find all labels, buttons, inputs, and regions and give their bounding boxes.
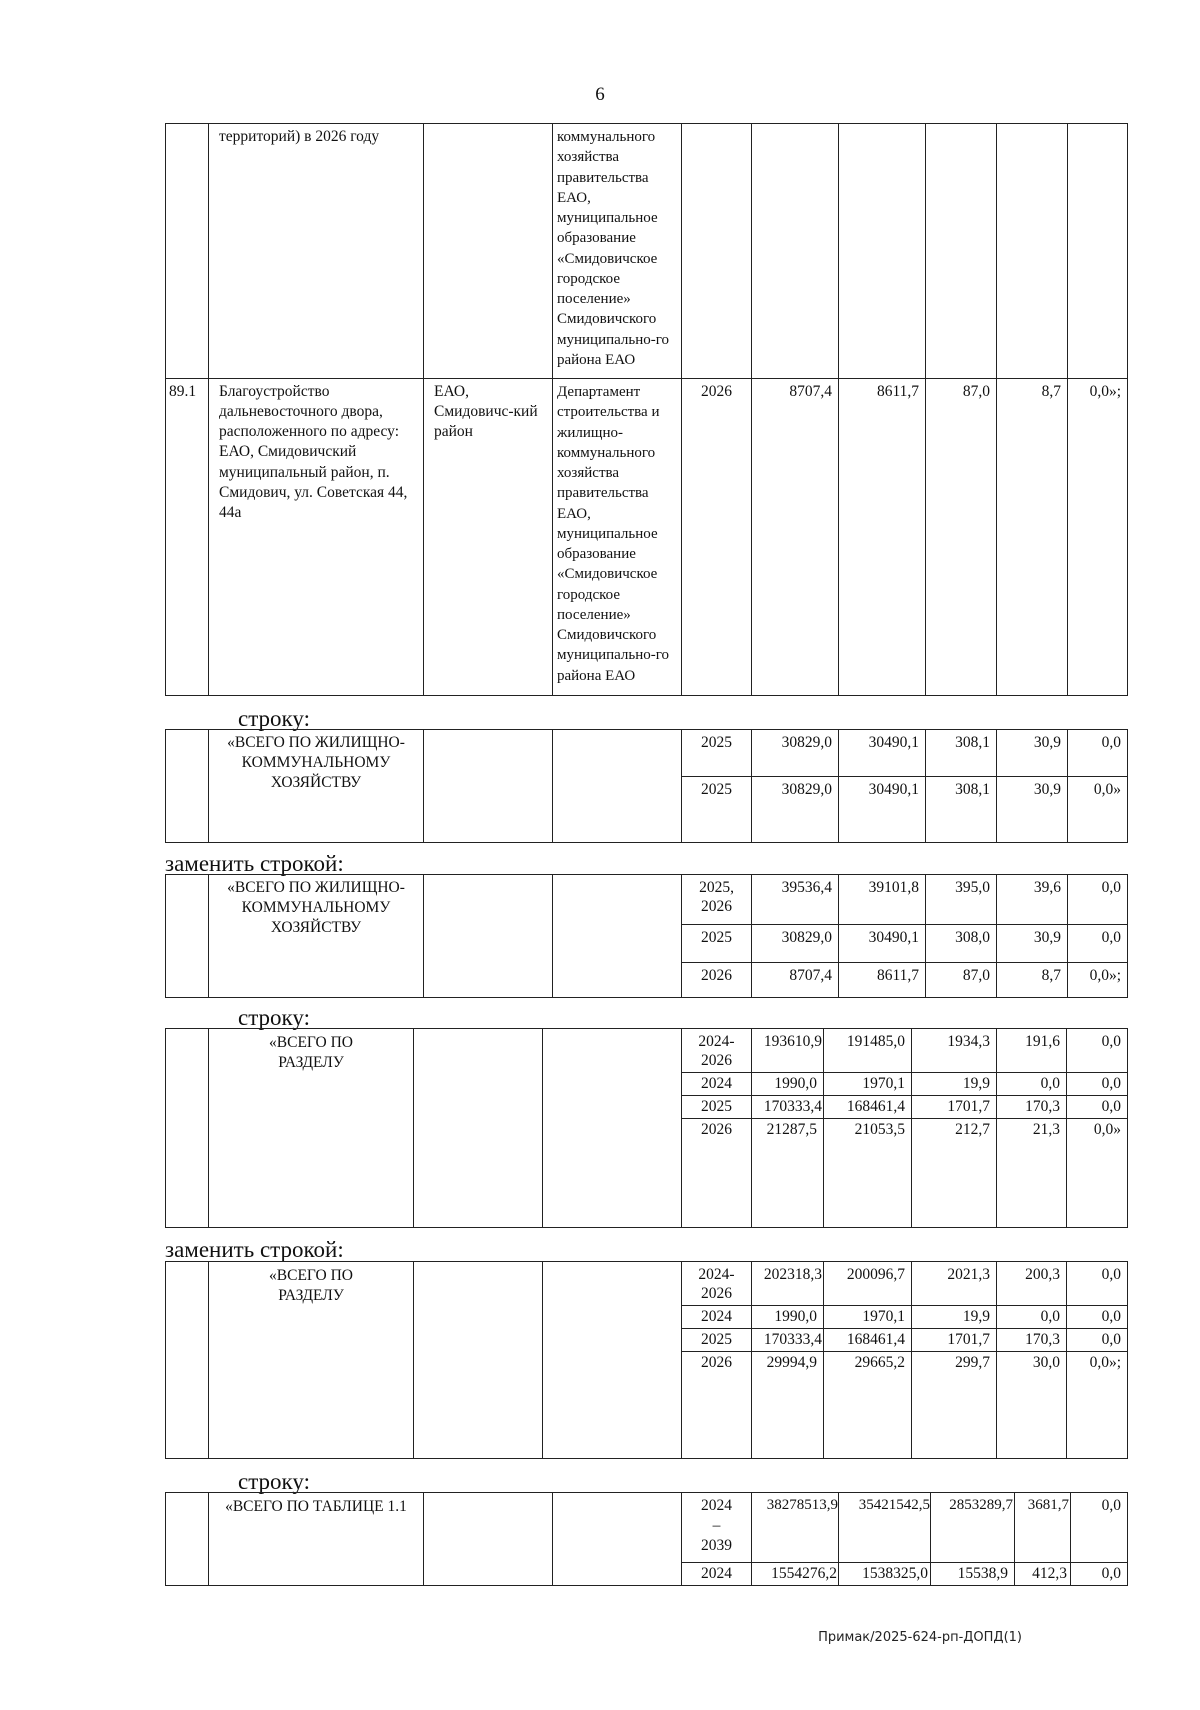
table-total — [165, 1492, 1128, 1586]
value-total: 30829,0 — [752, 730, 839, 777]
responsible-department: Департамент строительства и жилищно-коммунального хозяйства правительства ЕАО, муниципальное образование «Смидовичское городское поселение» Смидовичского муниципально-го района ЕАО — [553, 379, 682, 696]
value-federal: 21053,5 — [824, 1119, 912, 1228]
value-regional: 2021,3 — [912, 1262, 997, 1306]
total-name: «ВСЕГО ПО ЖИЛИЩНО-КОММУНАЛЬНОМУ ХОЗЯЙСТВУ — [209, 875, 424, 998]
location — [414, 1262, 543, 1459]
value-federal: 30490,1 — [839, 730, 926, 777]
value-regional: 15538,9 — [931, 1563, 1015, 1586]
value-local: 3681,7 — [1015, 1493, 1071, 1563]
value-local: 30,9 — [997, 777, 1068, 843]
table-row — [166, 875, 1128, 925]
row-number — [166, 730, 209, 843]
value-total: 1990,0 — [752, 1306, 824, 1329]
value-other: 0,0 — [1071, 1493, 1128, 1563]
value-regional — [926, 124, 997, 379]
value-local: 170,3 — [997, 1096, 1067, 1119]
value-federal: 200096,7 — [824, 1262, 912, 1306]
value-federal: 1538325,0 — [839, 1563, 931, 1586]
year: 2024 — [682, 1306, 752, 1329]
table-row — [166, 379, 1128, 696]
value-other: 0,0 — [1067, 1029, 1128, 1073]
row-number — [166, 124, 209, 379]
year: 2025 — [682, 925, 752, 963]
value-other: 0,0 — [1067, 1073, 1128, 1096]
value-other: 0,0 — [1067, 1262, 1128, 1306]
value-federal: 1970,1 — [824, 1073, 912, 1096]
value-regional: 87,0 — [926, 379, 997, 696]
value-federal: 8611,7 — [839, 379, 926, 696]
row-number — [166, 1029, 209, 1228]
value-regional: 1701,7 — [912, 1096, 997, 1119]
value-regional: 2853289,7 — [931, 1493, 1015, 1563]
total-name: «ВСЕГО ПО РАЗДЕЛУ — [209, 1262, 414, 1459]
value-regional: 1934,3 — [912, 1029, 997, 1073]
value-other: 0,0»; — [1067, 1352, 1128, 1459]
value-regional: 212,7 — [912, 1119, 997, 1228]
value-other: 0,0» — [1068, 777, 1128, 843]
value-federal: 168461,4 — [824, 1096, 912, 1119]
value-federal: 39101,8 — [839, 875, 926, 925]
value-regional: 1701,7 — [912, 1329, 997, 1352]
year: 2025 — [682, 777, 752, 843]
table-zhkh-old — [165, 729, 1128, 843]
value-local: 170,3 — [997, 1329, 1067, 1352]
value-regional: 308,0 — [926, 925, 997, 963]
value-regional: 19,9 — [912, 1073, 997, 1096]
value-federal: 30490,1 — [839, 777, 926, 843]
value-federal: 168461,4 — [824, 1329, 912, 1352]
location — [424, 124, 553, 379]
value-other: 0,0 — [1068, 875, 1128, 925]
value-total: 193610,9 — [752, 1029, 824, 1073]
location — [414, 1029, 543, 1228]
value-total: 39536,4 — [752, 875, 839, 925]
value-regional: 395,0 — [926, 875, 997, 925]
table-razdel-old — [165, 1028, 1128, 1228]
value-local: 21,3 — [997, 1119, 1067, 1228]
responsible-department — [553, 730, 682, 843]
value-other: 0,0»; — [1068, 963, 1128, 998]
year: 2024 — [682, 1563, 752, 1586]
year: 2024-2026 — [682, 1029, 752, 1073]
document-footer-id: Примак/2025-624-рп-ДОПД(1) — [818, 1630, 1022, 1645]
location — [424, 730, 553, 843]
value-local: 30,9 — [997, 925, 1068, 963]
label-stroku: строку: — [238, 706, 310, 731]
year: 2025 — [682, 730, 752, 777]
year: 2026 — [682, 1119, 752, 1228]
value-total: 170333,4 — [752, 1329, 824, 1352]
value-other: 0,0 — [1067, 1096, 1128, 1119]
value-regional: 19,9 — [912, 1306, 997, 1329]
value-other: 0,0 — [1067, 1329, 1128, 1352]
row-number — [166, 1493, 209, 1586]
year: 2025 — [682, 1096, 752, 1119]
value-total: 1990,0 — [752, 1073, 824, 1096]
location — [424, 875, 553, 998]
year: 2026 — [682, 963, 752, 998]
object-name: территорий) в 2026 году — [209, 124, 424, 379]
table-row — [166, 730, 1128, 777]
value-total: 8707,4 — [752, 963, 839, 998]
value-local: 30,0 — [997, 1352, 1067, 1459]
value-total: 170333,4 — [752, 1096, 824, 1119]
table-zhkh-new — [165, 874, 1128, 998]
year: 2024 – 2039 — [682, 1493, 752, 1563]
value-total: 1554276,2 — [752, 1563, 839, 1586]
year: 2024 — [682, 1073, 752, 1096]
value-other: 0,0 — [1071, 1563, 1128, 1586]
value-other — [1068, 124, 1128, 379]
value-other: 0,0 — [1068, 925, 1128, 963]
value-regional: 299,7 — [912, 1352, 997, 1459]
table-projects — [165, 123, 1128, 696]
value-other: 0,0»; — [1068, 379, 1128, 696]
row-number — [166, 875, 209, 998]
value-federal: 29665,2 — [824, 1352, 912, 1459]
responsible-department: коммунального хозяйства правительства ЕАО, муниципальное образование «Смидовичское городское поселение» Смидовичского муниципально-го района ЕАО — [553, 124, 682, 379]
value-local: 8,7 — [997, 379, 1068, 696]
value-other: 0,0» — [1067, 1119, 1128, 1228]
value-local: 0,0 — [997, 1306, 1067, 1329]
responsible-department — [543, 1029, 682, 1228]
location: ЕАО, Смидовичс-кий район — [424, 379, 553, 696]
row-number — [166, 1262, 209, 1459]
total-name: «ВСЕГО ПО ТАБЛИЦЕ 1.1 — [209, 1493, 424, 1586]
value-local: 200,3 — [997, 1262, 1067, 1306]
value-local: 39,6 — [997, 875, 1068, 925]
value-federal: 35421542,5 — [839, 1493, 931, 1563]
value-local — [997, 124, 1068, 379]
total-name: «ВСЕГО ПО ЖИЛИЩНО-КОММУНАЛЬНОМУ ХОЗЯЙСТВУ — [209, 730, 424, 843]
page-number: 6 — [595, 84, 605, 105]
value-regional: 308,1 — [926, 777, 997, 843]
value-federal: 8611,7 — [839, 963, 926, 998]
value-total — [752, 124, 839, 379]
value-total: 8707,4 — [752, 379, 839, 696]
value-local: 30,9 — [997, 730, 1068, 777]
label-zamenit: заменить строкой: — [165, 851, 344, 876]
year: 2024-2026 — [682, 1262, 752, 1306]
row-number: 89.1 — [166, 379, 209, 696]
label-zamenit: заменить строкой: — [165, 1237, 344, 1262]
total-name: «ВСЕГО ПО РАЗДЕЛУ — [209, 1029, 414, 1228]
value-total: 202318,3 — [752, 1262, 824, 1306]
value-regional: 308,1 — [926, 730, 997, 777]
value-federal — [839, 124, 926, 379]
value-local: 0,0 — [997, 1073, 1067, 1096]
object-name: Благоустройство дальневосточного двора, расположенного по адресу: ЕАО, Смидовичский муниципальный район, п. Смидович, ул. Советская 44, 44а — [209, 379, 424, 696]
value-other: 0,0 — [1067, 1306, 1128, 1329]
value-other: 0,0 — [1068, 730, 1128, 777]
location — [424, 1493, 553, 1586]
year: 2026 — [682, 379, 752, 696]
responsible-department — [553, 1493, 682, 1586]
value-local: 8,7 — [997, 963, 1068, 998]
year: 2026 — [682, 1352, 752, 1459]
responsible-department — [553, 875, 682, 998]
label-stroku: строку: — [238, 1469, 310, 1494]
value-total: 38278513,9 — [752, 1493, 839, 1563]
table-row — [166, 1029, 1128, 1073]
value-total: 21287,5 — [752, 1119, 824, 1228]
year: 2025, 2026 — [682, 875, 752, 925]
value-federal: 191485,0 — [824, 1029, 912, 1073]
value-regional: 87,0 — [926, 963, 997, 998]
table-row — [166, 124, 1128, 379]
value-total: 29994,9 — [752, 1352, 824, 1459]
value-total: 30829,0 — [752, 777, 839, 843]
responsible-department — [543, 1262, 682, 1459]
table-row — [166, 1262, 1128, 1306]
value-local: 412,3 — [1015, 1563, 1071, 1586]
year — [682, 124, 752, 379]
table-row — [166, 1493, 1128, 1563]
value-total: 30829,0 — [752, 925, 839, 963]
value-federal: 1970,1 — [824, 1306, 912, 1329]
value-local: 191,6 — [997, 1029, 1067, 1073]
year: 2025 — [682, 1329, 752, 1352]
table-razdel-new — [165, 1261, 1128, 1459]
value-federal: 30490,1 — [839, 925, 926, 963]
label-stroku: строку: — [238, 1005, 310, 1030]
